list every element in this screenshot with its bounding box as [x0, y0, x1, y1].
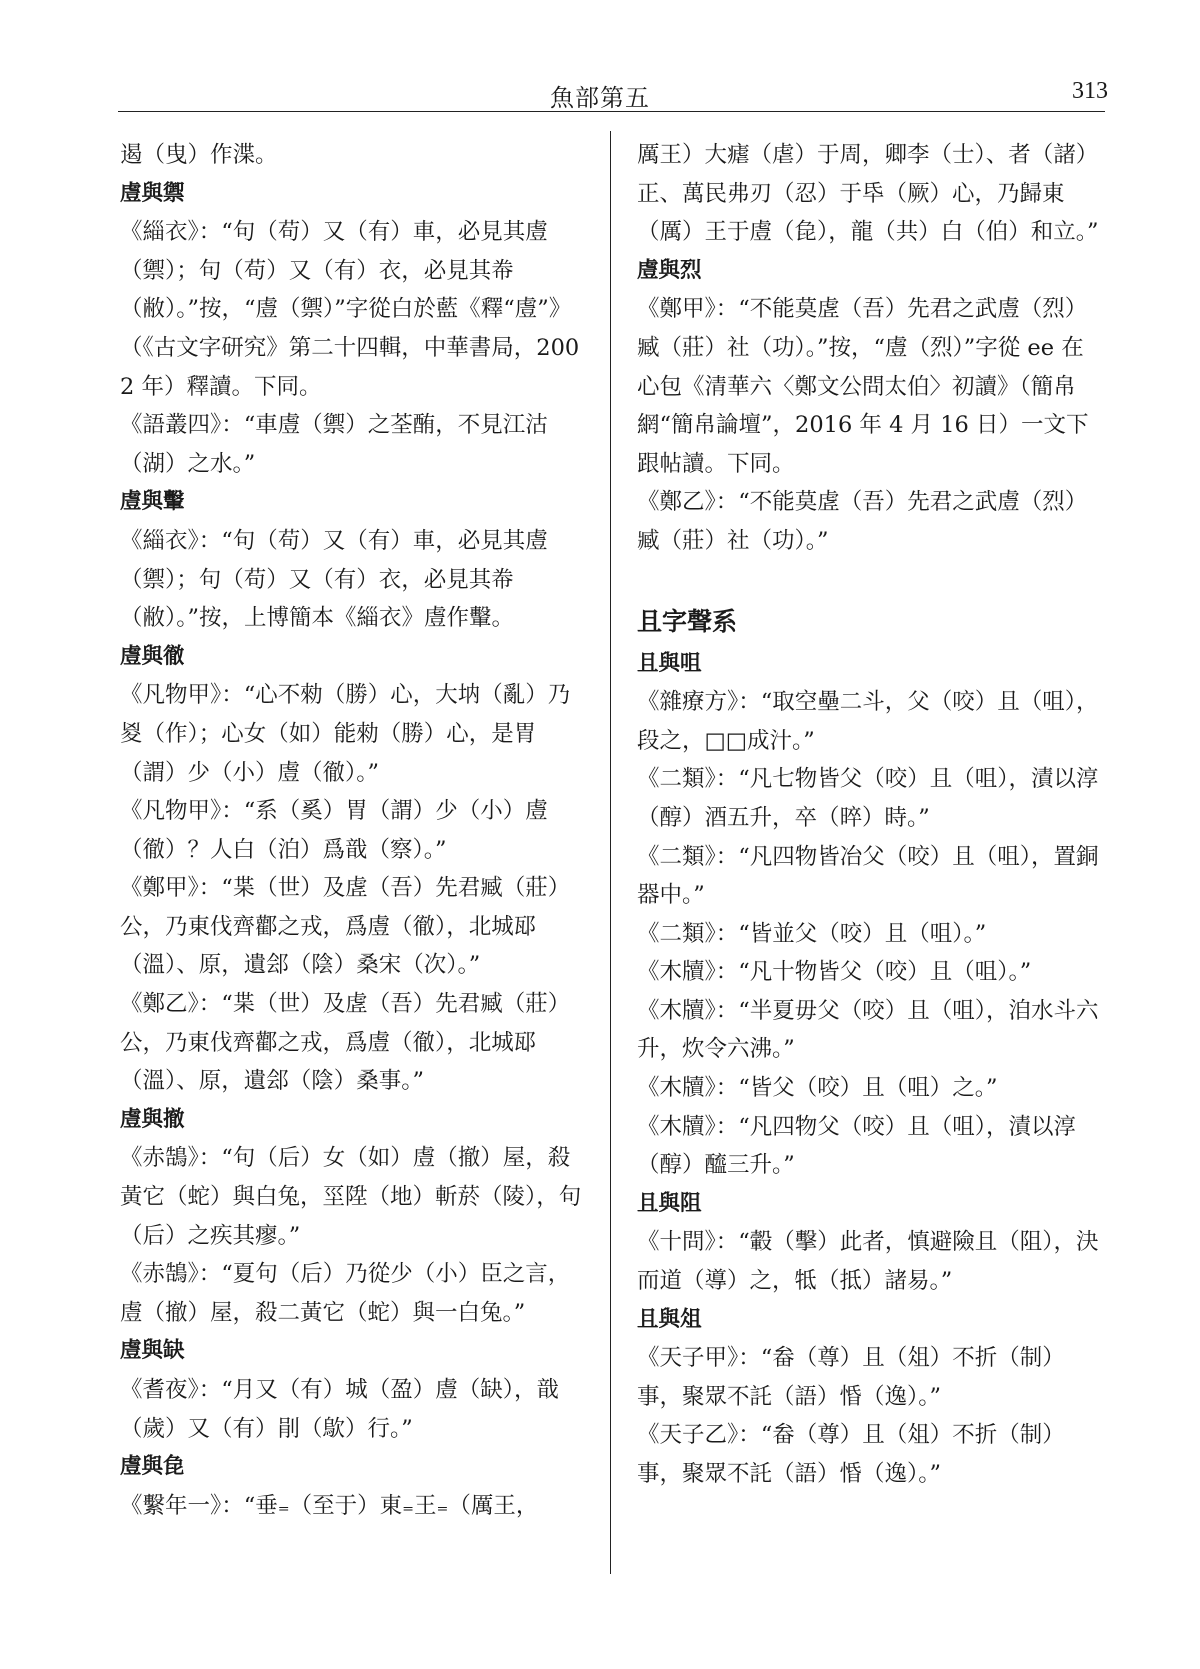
citation-entry: 《木牘》：“皆父（咬）且（咀）之。” [637, 1075, 998, 1102]
citation-entry: 《雜療方》：“取空壘二斗，父（咬）且（咀），段之，□□成汁。” [637, 689, 1099, 754]
right-column [637, 136, 1104, 1494]
citation-entry: 《二類》：“凡七物皆父（咬）且（咀），漬以淳（醇）酒五升，卒（晬）時。” [637, 766, 1099, 831]
citation-entry: 《鄭甲》：“枼（世）及虗（吾）先君臧（莊）公，乃東伐齊酄之戎，爲䖒（徹），北城邷（溫）、原，遺郐（陰）桑宋（次）。” [120, 875, 571, 979]
entry-heading: 䖒與徹 [120, 643, 185, 669]
entry-heading: 䖒與撤 [120, 1106, 185, 1132]
citation-entry: 《二類》：“皆並父（咬）且（咀）。” [637, 920, 987, 947]
entry-heading: 䖒與禦 [120, 180, 185, 206]
citation-entry: 《鄭乙》：“不能莫虗（吾）先君之武䖒（烈）臧（莊）社（功）。” [637, 489, 1088, 554]
citation-entry: 《緇衣》：“句（苟）又（有）車，必見其䖒（禦）；句（苟）又（有）衣，必見其帣（敝）。”按，“䖒（禦）”字從白於藍《釋“䖒”》（《古文字研究》第二十四輯，中華書局，2002 年）釋讀。下同。 [120, 219, 580, 400]
entry-heading: 且與咀 [637, 650, 702, 676]
citation-entry: 《語叢四》：“車䖒（禦）之荃酭，不見江沽（湖）之水。” [120, 412, 548, 477]
entry-heading: 且與阻 [637, 1190, 702, 1216]
header-rule [118, 111, 1105, 112]
running-header-title: 魚部第五 [550, 84, 650, 112]
entry-heading: 䖒與㲋 [120, 1454, 185, 1480]
citation-entry: 《緇衣》：“句（苟）又（有）車，必見其䖒（禦）；句（苟）又（有）衣，必見其帣（敝）。”按，上博簡本《緇衣》䖒作轚。 [120, 527, 548, 632]
section-heading: 且字聲系 [637, 606, 738, 636]
citation-entry: 《凡物甲》：“心不勑（勝）心，大㘨（亂）乃㚇（作）；心女（如）能勑（勝）心，是胃（謂）少（小）䖒（徹）。” [120, 682, 571, 786]
citation-entry: 《凡物甲》：“系（奚）胃（謂）少（小）䖒（徹）？人白（泊）爲戠（察）。” [120, 798, 548, 863]
entry-heading: 且與俎 [637, 1306, 702, 1332]
citation-entry: 《天子甲》：“畚（尊）且（俎）不折（制）事，聚眾不託（語）惛（逸）。” [637, 1345, 1065, 1410]
citation-entry: 《赤鵠》：“夏句（后）乃從少（小）臣之言，䖒（撤）屋，殺二黃它（蛇）與一白兔。” [120, 1261, 571, 1326]
citation-entry: 《木牘》：“凡四物父（咬）且（咀），漬以淳（醇）醯三升。” [637, 1113, 1077, 1179]
citation-entry: 《十問》：“轂（擊）此者，慎避險且（阻），決而道（導）之，牴（抵）諸易。” [637, 1229, 1099, 1295]
citation-entry: 《鄭乙》：“枼（世）及虗（吾）先君臧（莊）公，乃東伐齊酄之戎，爲䖒（徹），北城邷（溫）、原，遺郐（陰）桑事。” [120, 991, 571, 1095]
continued-text: 遏（曳）作渫。 [120, 142, 278, 168]
citation-entry: 《繫年一》：“垂₌（至于）東₌王₌（厲王， [120, 1492, 539, 1519]
citation-entry: 《天子乙》：“畚（尊）且（俎）不折（制）事，聚眾不託（語）惛（逸）。” [637, 1422, 1065, 1487]
citation-entry: 《耆夜》：“月又（有）城（盈）䖒（缺），戠（歲）又（有）剈（歍）行。” [120, 1377, 560, 1442]
column-divider [610, 131, 611, 1574]
citation-entry: 《二類》：“凡四物皆冶父（咬）且（咀），置銅器中。” [637, 843, 1099, 909]
left-column [120, 136, 587, 1525]
continued-text: 厲王）大瘧（虐）于周，卿李（士）、者（諸）正、萬民弗刃（忍）于氒（厥）心，乃歸東（厲）王于䖒（㲋），龍（共）白（伯）和立。” [637, 142, 1099, 246]
entry-heading: 䖒與轚 [120, 489, 185, 515]
page-number: 313 [1072, 78, 1108, 104]
citation-entry: 《赤鵠》：“句（后）女（如）䖒（撤）屋，殺黃它（蛇）與白兔，坙陞（地）斬菸（陵），句（后）之疾其瘳。” [120, 1145, 582, 1249]
entry-heading: 䖒與缺 [120, 1338, 185, 1364]
citation-entry: 《木牘》：“半夏毋父（咬）且（咀），洎水斗六升，炊令六沸。” [637, 997, 1099, 1063]
citation-entry: 《木牘》：“凡十物皆父（咬）且（咀）。” [637, 959, 1032, 986]
entry-heading: 䖒與烈 [637, 257, 702, 283]
citation-entry: 《鄭甲》：“不能莫虗（吾）先君之武䖒（烈）臧（莊）社（功）。”按，“䖒（烈）”字從 ee 在心包《清華六〈鄭文公問太伯〉初讀》（簡帛網“簡帛論壇”，2016 年 4 月 16 日）一文下跟帖讀。下同。 [637, 296, 1089, 477]
